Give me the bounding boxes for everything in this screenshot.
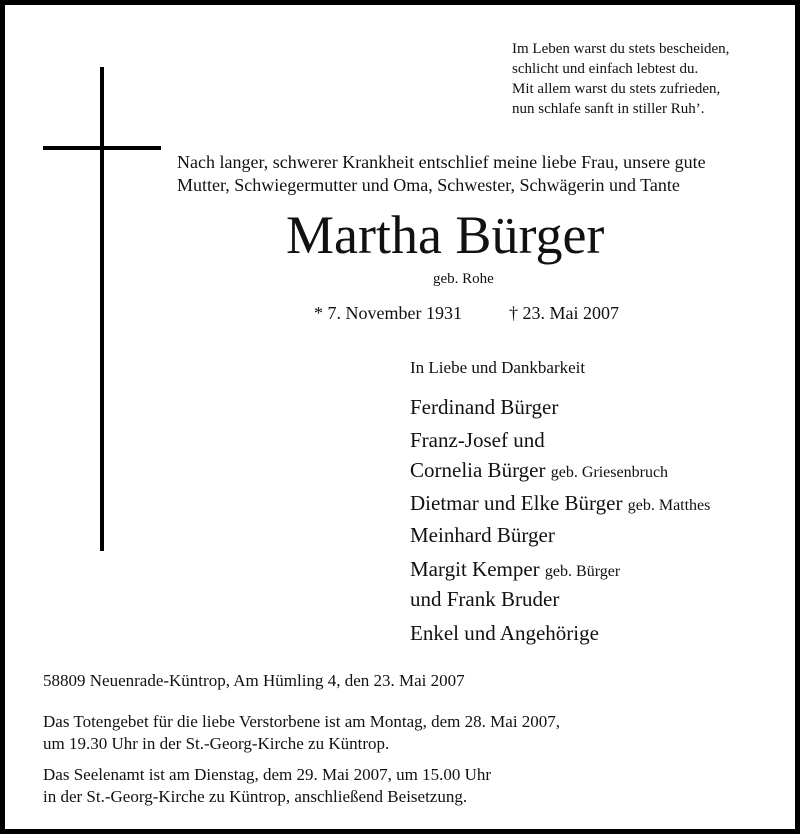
prayer-notice	[43, 711, 560, 755]
verse-line: Im Leben warst du stets bescheiden,	[512, 41, 730, 57]
mourners-heading: In Liebe und Dankbarkeit	[410, 358, 586, 377]
requiem-notice	[43, 764, 491, 808]
requiem-line: in der St.-Georg-Kirche zu Küntrop, anschließend Beisetzung.	[43, 787, 468, 806]
intro-line: Mutter, Schwiegermutter und Oma, Schwester, Schwägerin und Tante	[177, 175, 680, 195]
mourner: Meinhard Bürger	[410, 523, 555, 547]
mourner: und Frank Bruder	[410, 587, 560, 611]
verse-line: schlicht und einfach lebtest du.	[512, 61, 699, 77]
requiem-line: Das Seelenamt ist am Dienstag, dem 29. Mai 2007, um 15.00 Uhr	[43, 765, 492, 784]
mourner-maiden: geb. Bürger	[544, 563, 621, 580]
prayer-line: Das Totengebet für die liebe Verstorbene ist am Montag, dem 28. Mai 2007,	[43, 712, 561, 731]
cross-icon-horizontal-bar	[43, 146, 161, 150]
intro-text	[177, 151, 706, 197]
deceased-name: Martha Bürger	[286, 205, 605, 265]
mourner-maiden: geb. Griesenbruch	[550, 464, 669, 481]
prayer-line: um 19.30 Uhr in der St.-Georg-Kirche zu Küntrop.	[43, 734, 390, 753]
cross-icon-vertical-bar	[100, 67, 104, 551]
mourner-name: Cornelia Bürger	[410, 458, 546, 482]
mourner: Enkel und Angehörige	[410, 621, 599, 645]
mourner-maiden: geb. Matthes	[627, 497, 711, 514]
mourner	[410, 489, 710, 520]
verse-line: Mit allem warst du stets zufrieden,	[512, 81, 721, 97]
verse-block	[512, 39, 729, 119]
mourner	[410, 555, 620, 586]
mourner-name: Dietmar und Elke Bürger	[410, 491, 623, 515]
birth-date: * 7. November 1931	[314, 303, 462, 323]
mourner: Franz-Josef und	[410, 428, 545, 452]
mourner: Ferdinand Bürger	[410, 395, 559, 419]
intro-line: Nach langer, schwerer Krankheit entschlief meine liebe Frau, unsere gute	[177, 152, 706, 172]
mourner	[410, 456, 668, 487]
deceased-maiden-name: geb. Rohe	[433, 271, 494, 287]
address-line: 58809 Neuenrade-Küntrop, Am Hümling 4, den 23. Mai 2007	[43, 671, 465, 690]
mourner-name: Margit Kemper	[410, 557, 540, 581]
verse-line: nun schlafe sanft in stiller Ruh’.	[512, 101, 705, 117]
death-date: † 23. Mai 2007	[509, 303, 619, 323]
